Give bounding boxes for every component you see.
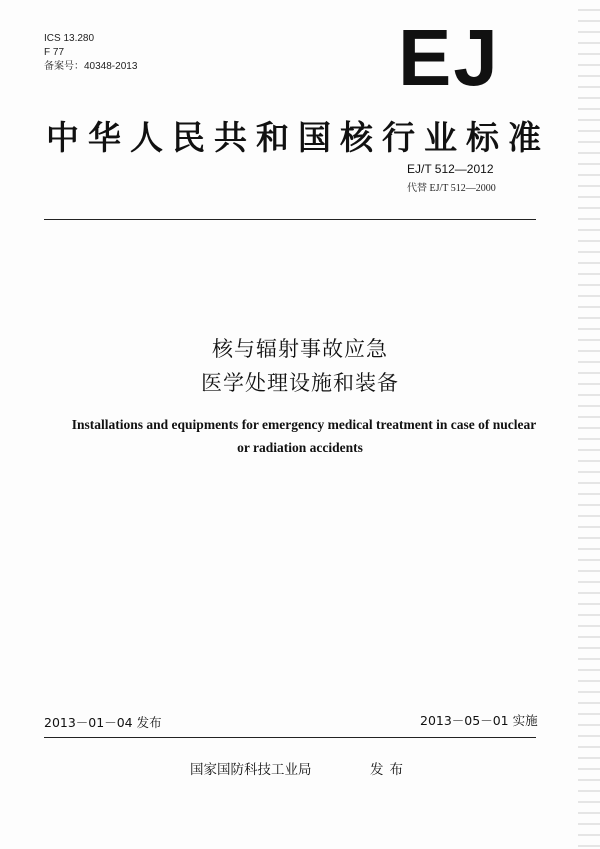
issue-date: 2013－01－04 发布 [44, 715, 162, 730]
document-title-cn-line2: 医学处理设施和装备 [201, 371, 399, 395]
replaces-standard: 代替 EJ/T 512—2000 [407, 183, 496, 194]
record-number: 备案号：40348-2013 [44, 61, 138, 72]
document-title-en-line1: Installations and equipments for emergency medical treatment in case of nuclear [71, 417, 537, 432]
top-divider [44, 219, 536, 220]
classification-code: F 77 [44, 47, 65, 58]
ics-code: ICS 13.280 [44, 33, 95, 44]
implementation-date: 2013－05－01 实施 [420, 713, 538, 728]
standard-category-title: 中华人民共和国核行业标准 [46, 118, 550, 157]
bottom-divider [44, 737, 536, 738]
document-title-en-line2: or radiation accidents [237, 440, 363, 455]
issuing-authority: 国家国防科技工业局 [190, 762, 312, 778]
issue-label: 发布 [370, 762, 409, 778]
document-title-cn-line1: 核与辐射事故应急 [212, 337, 388, 361]
ej-logo: EJ [398, 13, 500, 102]
standard-code: EJ/T 512—2012 [407, 162, 494, 176]
